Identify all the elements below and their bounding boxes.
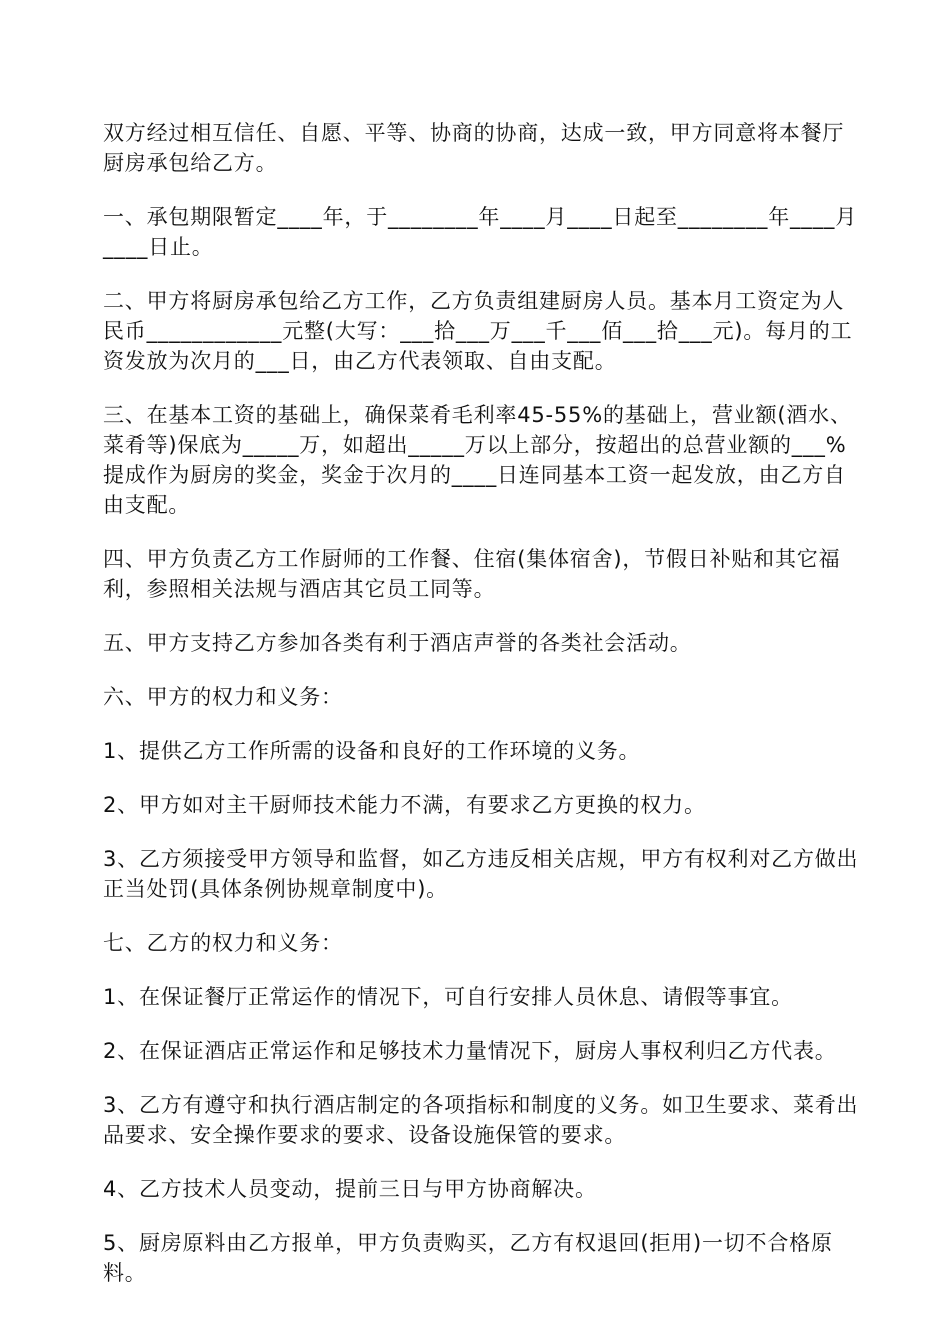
clause-1-term: 一、承包期限暂定____年，于________年____月____日起至________年____月____日止。 bbox=[103, 205, 857, 259]
clause-7-item-3: 3、乙方有遵守和执行酒店制定的各项指标和制度的义务。如卫生要求、菜肴出品要求、安全操作要求的要求、设备设施保管的要求。 bbox=[103, 1093, 859, 1147]
clause-7-item-4: 4、乙方技术人员变动，提前三日与甲方协商解决。 bbox=[103, 1177, 597, 1201]
clause-3-bonus: 三、在基本工资的基础上，确保菜肴毛利率45-55%的基础上，营业额(酒水、菜肴等)保底为_____万，如超出_____万以上部分，按超出的总营业额的___%提成作为厨房的奖金，奖金于次月的____日连同基本工资一起发放，由乙方自由支配。 bbox=[103, 403, 852, 517]
clause-6-item-3: 3、乙方须接受甲方领导和监督，如乙方违反相关店规，甲方有权利对乙方做出正当处罚(具体条例协规章制度中)。 bbox=[103, 847, 859, 901]
clause-7-heading: 七、乙方的权力和义务： bbox=[103, 931, 343, 955]
document-page bbox=[103, 118, 863, 1312]
clause-7-item-5: 5、厨房原料由乙方报单，甲方负责购买，乙方有权退回(拒用)一切不合格原料。 bbox=[103, 1231, 833, 1285]
clause-2-salary: 二、甲方将厨房承包给乙方工作，乙方负责组建厨房人员。基本月工资定为人民币____________元整(大写：___拾___万___千___佰___拾___元)。每月的工资发放为次月的___日，由乙方代表领取、自由支配。 bbox=[103, 289, 853, 373]
clause-6-item-1: 1、提供乙方工作所需的设备和良好的工作环境的义务。 bbox=[103, 739, 641, 763]
clause-4-benefits: 四、甲方负责乙方工作厨师的工作餐、住宿(集体宿舍)，节假日补贴和其它福利，参照相关法规与酒店其它员工同等。 bbox=[103, 547, 841, 601]
clause-7-item-2: 2、在保证酒店正常运作和足够技术力量情况下，厨房人事权利归乙方代表。 bbox=[103, 1039, 837, 1063]
intro-paragraph: 双方经过相互信任、自愿、平等、协商的协商，达成一致，甲方同意将本餐厅厨房承包给乙方。 bbox=[103, 121, 845, 175]
clause-5-activities: 五、甲方支持乙方参加各类有利于酒店声誉的各类社会活动。 bbox=[103, 631, 692, 655]
clause-6-item-2: 2、甲方如对主干厨师技术能力不满，有要求乙方更换的权力。 bbox=[103, 793, 706, 817]
clause-7-item-1: 1、在保证餐厅正常运作的情况下，可自行安排人员休息、请假等事宜。 bbox=[103, 985, 793, 1009]
clause-6-heading: 六、甲方的权力和义务： bbox=[103, 685, 343, 709]
